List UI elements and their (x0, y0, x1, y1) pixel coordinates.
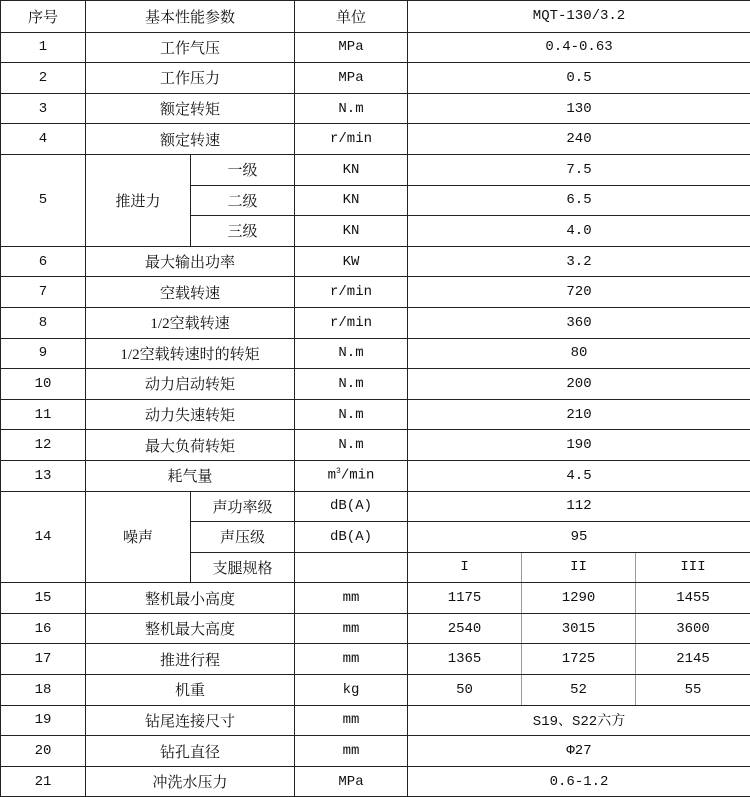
unit-cell: MPa (295, 63, 408, 94)
value-cell: 1175 (408, 583, 522, 614)
unit-cell: KN (295, 185, 408, 216)
table-row (1, 675, 750, 706)
value-cell: 240 (408, 124, 750, 155)
unit-rest: /min (340, 468, 375, 485)
unit-cell: r/min (295, 307, 408, 338)
value-cell: 0.4-0.63 (408, 32, 750, 63)
param-name: 噪声 (86, 491, 191, 583)
table-row (1, 430, 750, 461)
row-number: 19 (1, 705, 86, 736)
table-row (1, 154, 750, 185)
unit-cell: N.m (295, 338, 408, 369)
param-name: 推进力 (86, 154, 191, 246)
param-name: 最大负荷转矩 (86, 430, 295, 461)
row-number: 15 (1, 583, 86, 614)
table-row (1, 246, 750, 277)
header-row (1, 1, 750, 33)
table-row (1, 644, 750, 675)
param-name: 工作气压 (86, 32, 295, 63)
unit-cell: N.m (295, 430, 408, 461)
value-cell: 200 (408, 369, 750, 400)
row-number: 16 (1, 613, 86, 644)
param-name: 整机最小高度 (86, 583, 295, 614)
row-number: 2 (1, 63, 86, 94)
value-cell: 360 (408, 307, 750, 338)
value-cell: 2540 (408, 613, 522, 644)
table-row (1, 369, 750, 400)
unit-cell: mm (295, 613, 408, 644)
unit-cell: dB(A) (295, 491, 408, 522)
value-cell: Φ27 (408, 736, 750, 767)
value-cell: 52 (522, 675, 636, 706)
value-cell: 95 (408, 522, 750, 553)
row-number: 14 (1, 491, 86, 583)
row-number: 5 (1, 154, 86, 246)
unit-cell: N.m (295, 93, 408, 124)
value-cell: 1725 (522, 644, 636, 675)
value-cell: 0.5 (408, 63, 750, 94)
value-cell: 4.5 (408, 460, 750, 491)
unit-cell (295, 460, 408, 491)
table-row (1, 705, 750, 736)
row-number: 7 (1, 277, 86, 308)
value-cell: 55 (636, 675, 750, 706)
value-cell: 80 (408, 338, 750, 369)
value-cell: 1455 (636, 583, 750, 614)
param-name: 动力失速转矩 (86, 399, 295, 430)
param-name: 钻孔直径 (86, 736, 295, 767)
row-number: 11 (1, 399, 86, 430)
unit-cell: MPa (295, 32, 408, 63)
param-name: 动力启动转矩 (86, 369, 295, 400)
value-cell: 112 (408, 491, 750, 522)
row-number: 18 (1, 675, 86, 706)
value-cell: I (408, 552, 522, 583)
value-cell: 3015 (522, 613, 636, 644)
value-cell: 6.5 (408, 185, 750, 216)
row-number: 8 (1, 307, 86, 338)
table-row (1, 63, 750, 94)
row-number: 9 (1, 338, 86, 369)
table-row (1, 32, 750, 63)
value-cell: S19、S22六方 (408, 705, 750, 736)
table-row (1, 460, 750, 491)
unit-cell: mm (295, 736, 408, 767)
table-row (1, 277, 750, 308)
table-row (1, 93, 750, 124)
header-unit: 单位 (295, 1, 408, 33)
value-cell: 0.6-1.2 (408, 766, 750, 797)
unit-cell: dB(A) (295, 522, 408, 553)
param-name: 冲洗水压力 (86, 766, 295, 797)
unit-cell: r/min (295, 124, 408, 155)
param-name: 整机最大高度 (86, 613, 295, 644)
sub-param-name: 三级 (191, 216, 295, 247)
table-row (1, 399, 750, 430)
header-model: MQT-130/3.2 (408, 1, 750, 33)
value-cell: 7.5 (408, 154, 750, 185)
row-number: 1 (1, 32, 86, 63)
sub-param-name: 二级 (191, 185, 295, 216)
unit-cell: N.m (295, 399, 408, 430)
row-number: 10 (1, 369, 86, 400)
row-number: 20 (1, 736, 86, 767)
table-row (1, 307, 750, 338)
unit-cell: MPa (295, 766, 408, 797)
table-row (1, 338, 750, 369)
value-cell: 3.2 (408, 246, 750, 277)
param-name: 1/2空载转速时的转矩 (86, 338, 295, 369)
row-number: 12 (1, 430, 86, 461)
row-number: 4 (1, 124, 86, 155)
unit-cell: kg (295, 675, 408, 706)
value-cell: 720 (408, 277, 750, 308)
row-number: 21 (1, 766, 86, 797)
unit-cell: KW (295, 246, 408, 277)
unit-cell: KN (295, 154, 408, 185)
table-row (1, 736, 750, 767)
row-number: 13 (1, 460, 86, 491)
param-name: 工作压力 (86, 63, 295, 94)
value-cell: II (522, 552, 636, 583)
table-row (1, 583, 750, 614)
sub-param-name: 声压级 (191, 522, 295, 553)
value-cell: 1290 (522, 583, 636, 614)
param-name: 额定转速 (86, 124, 295, 155)
unit-cell (295, 552, 408, 583)
unit-superscript: 3 (336, 467, 341, 477)
value-cell: 130 (408, 93, 750, 124)
table-row (1, 124, 750, 155)
value-cell: 4.0 (408, 216, 750, 247)
unit-cell: N.m (295, 369, 408, 400)
sub-param-name: 一级 (191, 154, 295, 185)
param-name: 空载转速 (86, 277, 295, 308)
value-cell: 50 (408, 675, 522, 706)
value-cell: 3600 (636, 613, 750, 644)
unit-cell: mm (295, 583, 408, 614)
param-name: 机重 (86, 675, 295, 706)
param-name: 额定转矩 (86, 93, 295, 124)
unit-base: m (327, 468, 336, 485)
value-cell: III (636, 552, 750, 583)
unit-cell: mm (295, 705, 408, 736)
param-name: 推进行程 (86, 644, 295, 675)
table-row (1, 613, 750, 644)
header-param: 基本性能参数 (86, 1, 295, 33)
param-name: 最大输出功率 (86, 246, 295, 277)
value-cell: 210 (408, 399, 750, 430)
sub-param-name: 支腿规格 (191, 552, 295, 583)
table-row (1, 766, 750, 797)
row-number: 3 (1, 93, 86, 124)
unit-cell: r/min (295, 277, 408, 308)
unit-cell: KN (295, 216, 408, 247)
sub-param-name: 声功率级 (191, 491, 295, 522)
header-no: 序号 (1, 1, 86, 33)
param-name: 1/2空载转速 (86, 307, 295, 338)
row-number: 6 (1, 246, 86, 277)
value-cell: 1365 (408, 644, 522, 675)
row-number: 17 (1, 644, 86, 675)
value-cell: 190 (408, 430, 750, 461)
unit-cell: mm (295, 644, 408, 675)
param-name: 钻尾连接尺寸 (86, 705, 295, 736)
table-row (1, 491, 750, 522)
param-name: 耗气量 (86, 460, 295, 491)
value-cell: 2145 (636, 644, 750, 675)
